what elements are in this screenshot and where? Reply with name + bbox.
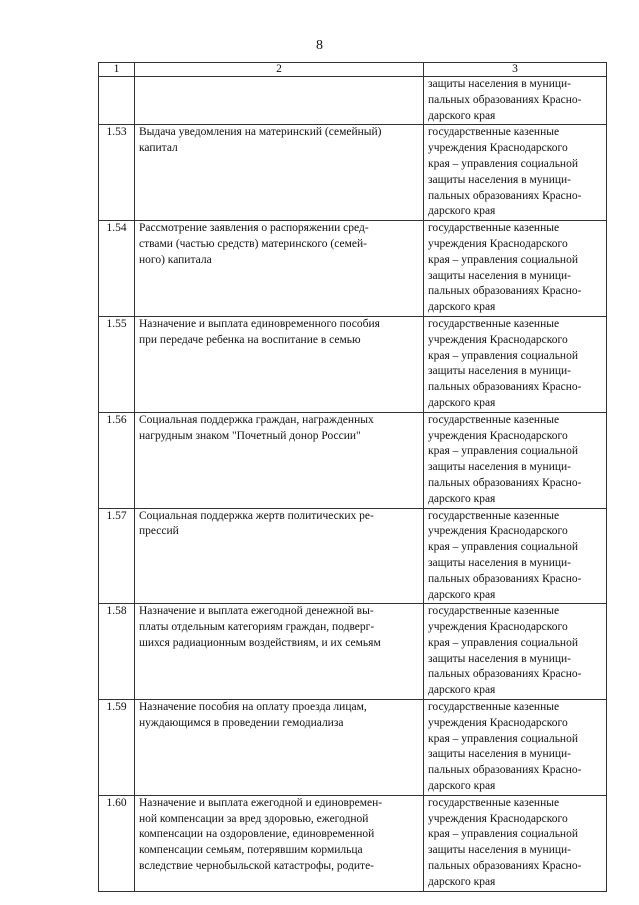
service-name-line: ного) капитала — [139, 253, 212, 266]
service-name-cell — [135, 508, 424, 604]
service-name-line: компенсации на оздоровление, единовременной — [139, 828, 375, 841]
table-row — [99, 795, 607, 891]
responsible-body-line: пальных образованиях Красно- — [428, 93, 582, 106]
table-row — [99, 508, 607, 604]
service-name-line: Назначение и выплата единовременного пособия — [139, 317, 380, 330]
responsible-body-line: пальных образованиях Красно- — [428, 476, 582, 489]
service-name-line: ствами (частью средств) материнского (семей- — [139, 237, 367, 250]
service-name-cell — [135, 316, 424, 412]
row-number: 1.54 — [99, 221, 135, 317]
responsible-body-cell — [424, 77, 607, 125]
responsible-body-line: пальных образованиях Красно- — [428, 381, 582, 394]
table-row — [99, 77, 607, 125]
responsible-body-line: края – управления социальной — [428, 157, 578, 170]
responsible-body-line: края – управления социальной — [428, 445, 578, 458]
row-number: 1.56 — [99, 412, 135, 508]
responsible-body-line: государственные казенные — [428, 605, 560, 618]
service-name-line: нуждающимся в проведении гемодиализа — [139, 716, 344, 729]
service-name-line: платы отдельным категориям граждан, подверг- — [139, 621, 375, 634]
responsible-body-line: края – управления социальной — [428, 636, 578, 649]
responsible-body-line: защиты населения в муници- — [428, 173, 571, 186]
service-name-line: Социальная поддержка жертв политических ре- — [139, 509, 374, 522]
row-number: 1.53 — [99, 125, 135, 221]
responsible-body-line: защиты населения в муници- — [428, 365, 571, 378]
responsible-body-line: государственные казенные — [428, 317, 560, 330]
responsible-body-line: защиты населения в муници- — [428, 652, 571, 665]
responsible-body-line: государственные казенные — [428, 509, 560, 522]
service-name-line: Социальная поддержка граждан, награжденных — [139, 413, 374, 426]
responsible-body-line: края – управления социальной — [428, 349, 578, 362]
service-name-line: компенсации семьям, потерявшим кормильца — [139, 844, 363, 857]
service-name-line: шихся радиационным воздействиям, и их семьям — [139, 636, 381, 649]
responsible-body-line: защиты населения в муници- — [428, 844, 571, 857]
responsible-body-line: учреждения Краснодарского — [428, 142, 568, 155]
row-number: 1.57 — [99, 508, 135, 604]
responsible-body-line: учреждения Краснодарского — [428, 429, 568, 442]
service-name-line: Рассмотрение заявления о распоряжении сред- — [139, 222, 369, 235]
responsible-body-line: государственные казенные — [428, 701, 560, 714]
responsible-body-line: защиты населения в муници- — [428, 748, 571, 761]
responsible-body-cell — [424, 412, 607, 508]
responsible-body-cell — [424, 604, 607, 700]
column-header: 3 — [424, 63, 607, 77]
responsible-body-line: государственные казенные — [428, 222, 560, 235]
row-number: 1.58 — [99, 604, 135, 700]
responsible-body-cell — [424, 508, 607, 604]
responsible-body-line: государственные казенные — [428, 126, 560, 139]
responsible-body-line: дарского края — [428, 109, 496, 122]
responsible-body-cell — [424, 700, 607, 796]
responsible-body-cell — [424, 221, 607, 317]
service-name-cell — [135, 77, 424, 125]
responsible-body-line: дарского края — [428, 205, 496, 218]
responsible-body-line: дарского края — [428, 396, 496, 409]
table-row — [99, 125, 607, 221]
service-name-line: нагрудным знаком "Почетный донор России" — [139, 429, 361, 442]
responsible-body-line: дарского края — [428, 492, 496, 505]
responsible-body-line: края – управления социальной — [428, 732, 578, 745]
service-name-cell — [135, 795, 424, 891]
service-name-line: ной компенсации за вред здоровью, ежегодной — [139, 812, 369, 825]
responsible-body-line: края – управления социальной — [428, 828, 578, 841]
responsible-body-line: края – управления социальной — [428, 541, 578, 554]
table-row — [99, 316, 607, 412]
service-name-line: капитал — [139, 142, 178, 155]
responsible-body-line: учреждения Краснодарского — [428, 333, 568, 346]
responsible-body-line: защиты населения в муници- — [428, 556, 571, 569]
service-name-line: Назначение и выплата ежегодной и единовремен- — [139, 796, 383, 809]
service-name-cell — [135, 125, 424, 221]
responsible-body-line: пальных образованиях Красно- — [428, 764, 582, 777]
table-row — [99, 700, 607, 796]
service-name-cell — [135, 700, 424, 796]
responsible-body-line: дарского края — [428, 301, 496, 314]
responsible-body-line: государственные казенные — [428, 796, 560, 809]
responsible-body-line: учреждения Краснодарского — [428, 621, 568, 634]
table-body — [99, 77, 607, 892]
responsible-body-line: учреждения Краснодарского — [428, 237, 568, 250]
responsible-body-line: пальных образованиях Красно- — [428, 285, 582, 298]
table-row — [99, 604, 607, 700]
table-header-row — [99, 63, 607, 77]
column-header: 2 — [135, 63, 424, 77]
responsible-body-line: учреждения Краснодарского — [428, 812, 568, 825]
responsible-body-cell — [424, 125, 607, 221]
responsible-body-line: защиты населения в муници- — [428, 269, 571, 282]
row-number: 1.59 — [99, 700, 135, 796]
responsible-body-line: пальных образованиях Красно- — [428, 860, 582, 873]
row-number — [99, 77, 135, 125]
responsible-body-cell — [424, 795, 607, 891]
responsible-body-line: защиты населения в муници- — [428, 461, 571, 474]
responsible-body-line: дарского края — [428, 684, 496, 697]
column-header: 1 — [99, 63, 135, 77]
responsible-body-line: учреждения Краснодарского — [428, 716, 568, 729]
page-number: 8 — [316, 38, 323, 53]
table-row — [99, 221, 607, 317]
row-number: 1.60 — [99, 795, 135, 891]
services-table — [98, 62, 607, 892]
service-name-line: Назначение пособия на оплату проезда лицам, — [139, 701, 367, 714]
service-name-cell — [135, 412, 424, 508]
service-name-line: вследствие чернобыльской катастрофы, родите- — [139, 860, 375, 873]
responsible-body-line: пальных образованиях Красно- — [428, 572, 582, 585]
service-name-line: прессий — [139, 525, 179, 538]
responsible-body-line: пальных образованиях Красно- — [428, 668, 582, 681]
responsible-body-line: дарского края — [428, 780, 496, 793]
service-name-line: Выдача уведомления на материнский (семейный) — [139, 126, 382, 139]
service-name-line: Назначение и выплата ежегодной денежной вы- — [139, 605, 374, 618]
responsible-body-line: пальных образованиях Красно- — [428, 189, 582, 202]
service-name-cell — [135, 221, 424, 317]
responsible-body-line: дарского края — [428, 875, 496, 888]
responsible-body-line: учреждения Краснодарского — [428, 525, 568, 538]
responsible-body-line: государственные казенные — [428, 413, 560, 426]
responsible-body-line: края – управления социальной — [428, 253, 578, 266]
row-number: 1.55 — [99, 316, 135, 412]
service-name-line: при передаче ребенка на воспитание в семью — [139, 333, 361, 346]
responsible-body-cell — [424, 316, 607, 412]
table-row — [99, 412, 607, 508]
responsible-body-line: дарского края — [428, 588, 496, 601]
service-name-cell — [135, 604, 424, 700]
responsible-body-line: защиты населения в муници- — [428, 78, 571, 90]
